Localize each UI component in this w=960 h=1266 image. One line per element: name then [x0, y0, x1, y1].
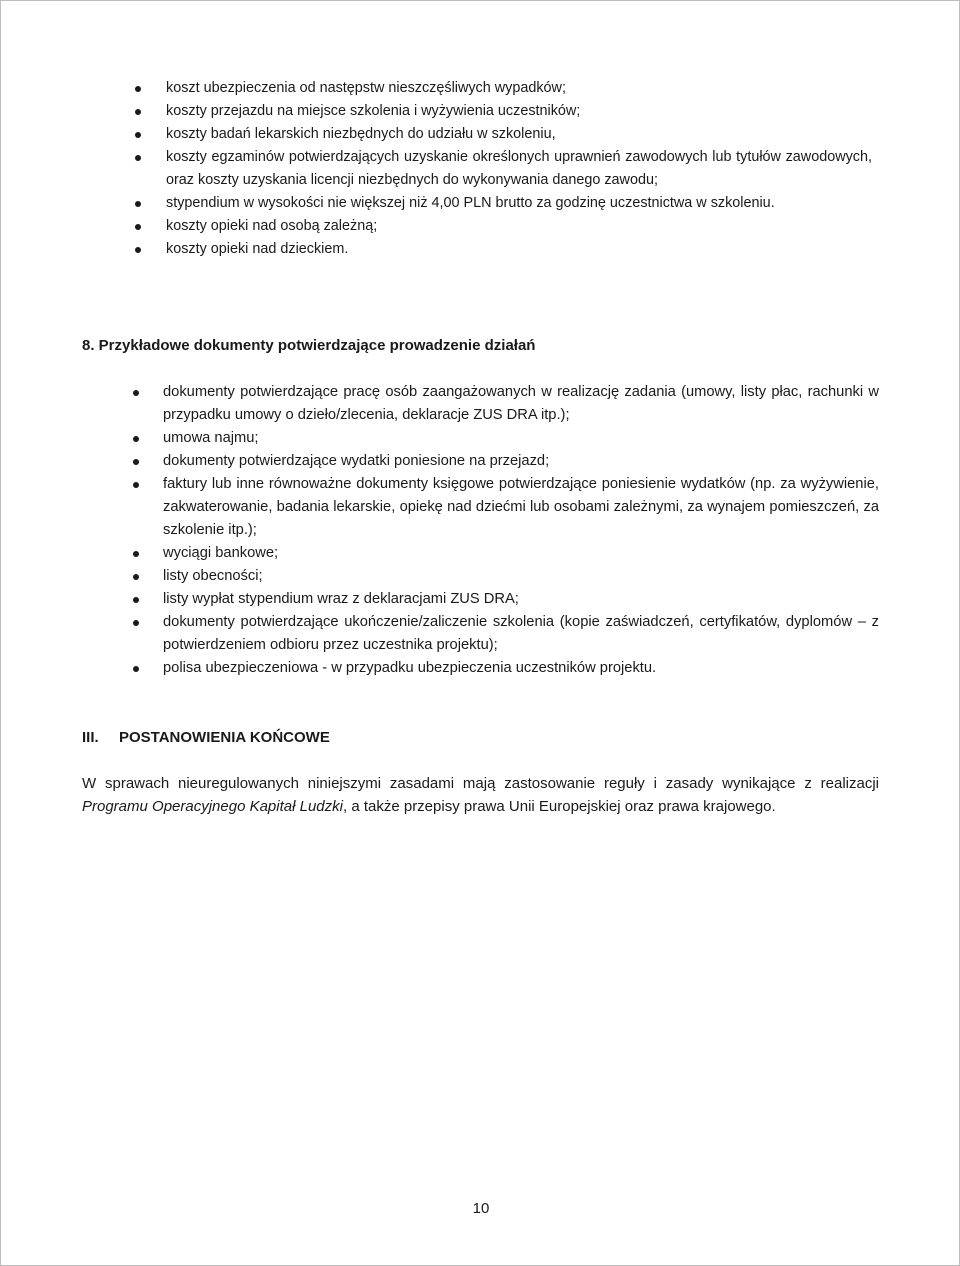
- section-3-heading: [82, 729, 330, 746]
- list-item: koszt ubezpieczenia od następstw nieszczęśliwych wypadków;: [166, 77, 872, 100]
- bullet-icon: [133, 666, 139, 672]
- bullet-icon: [135, 86, 141, 92]
- bullet-icon: [133, 482, 139, 488]
- bullet-icon: [135, 132, 141, 138]
- list-item: dokumenty potwierdzające ukończenie/zaliczenie szkolenia (kopie zaświadczeń, certyfikatów, dyplomów – z potwierdzeniem odbioru przez uczestnika projektu);: [163, 611, 879, 657]
- final-provisions-paragraph: W sprawach nieuregulowanych niniejszymi zasadami mają zastosowanie reguły i zasady wynikające z realizacji Programu Operacyjnego Kapitał Ludzki, a także przepisy prawa Unii Europejskiej oraz prawa krajowego.: [82, 775, 879, 815]
- bullet-icon: [133, 436, 139, 442]
- section-title: POSTANOWIENIA KOŃCOWE: [119, 729, 330, 746]
- list-item: faktury lub inne równoważne dokumenty księgowe potwierdzające poniesienie wydatków (np. za wyżywienie, zakwaterowanie, badania lekarskie, opiekę nad dziećmi lub osobami zależnymi, za wynajem pomieszczeń, za szkolenie itp.);: [163, 473, 879, 542]
- list-item: dokumenty potwierdzające pracę osób zaangażowanych w realizację zadania (umowy, listy płac, rachunki w przypadku umowy o dzieło/zlecenia, deklaracje ZUS DRA itp.);: [163, 381, 879, 427]
- list-item: polisa ubezpieczeniowa - w przypadku ubezpieczenia uczestników projektu.: [163, 657, 879, 680]
- bullet-icon: [135, 224, 141, 230]
- documents-list: [163, 381, 879, 680]
- list-item: listy wypłat stypendium wraz z deklaracjami ZUS DRA;: [163, 588, 879, 611]
- list-item: koszty przejazdu na miejsce szkolenia i wyżywienia uczestników;: [166, 100, 872, 123]
- list-item: koszty opieki nad osobą zależną;: [166, 215, 872, 238]
- list-item: koszty badań lekarskich niezbędnych do udziału w szkoleniu,: [166, 123, 872, 146]
- bullet-icon: [135, 155, 141, 161]
- bullet-icon: [133, 574, 139, 580]
- bullet-icon: [135, 201, 141, 207]
- section-number: III.: [82, 729, 99, 746]
- list-item: stypendium w wysokości nie większej niż 4,00 PLN brutto za godzinę uczestnictwa w szkoleniu.: [166, 192, 872, 215]
- list-item: dokumenty potwierdzające wydatki poniesione na przejazd;: [163, 450, 879, 473]
- program-name: Programu Operacyjnego Kapitał Ludzki: [82, 798, 343, 815]
- list-item: koszty egzaminów potwierdzających uzyskanie określonych uprawnień zawodowych lub tytułów zawodowych, oraz koszty uzyskania licencji niezbędnych do wykonywania danego zawodu;: [166, 146, 872, 192]
- list-item: umowa najmu;: [163, 427, 879, 450]
- bullet-icon: [133, 390, 139, 396]
- bullet-icon: [133, 551, 139, 557]
- bullet-icon: [135, 109, 141, 115]
- page-number: 10: [472, 1200, 490, 1217]
- list-item: koszty opieki nad dzieckiem.: [166, 238, 872, 261]
- bullet-icon: [133, 597, 139, 603]
- list-item: listy obecności;: [163, 565, 879, 588]
- bullet-icon: [135, 247, 141, 253]
- list-item: wyciągi bankowe;: [163, 542, 879, 565]
- eligible-costs-list: [166, 77, 872, 261]
- bullet-icon: [133, 620, 139, 626]
- section-8-heading: 8. Przykładowe dokumenty potwierdzające prowadzenie działań: [82, 337, 536, 354]
- bullet-icon: [133, 459, 139, 465]
